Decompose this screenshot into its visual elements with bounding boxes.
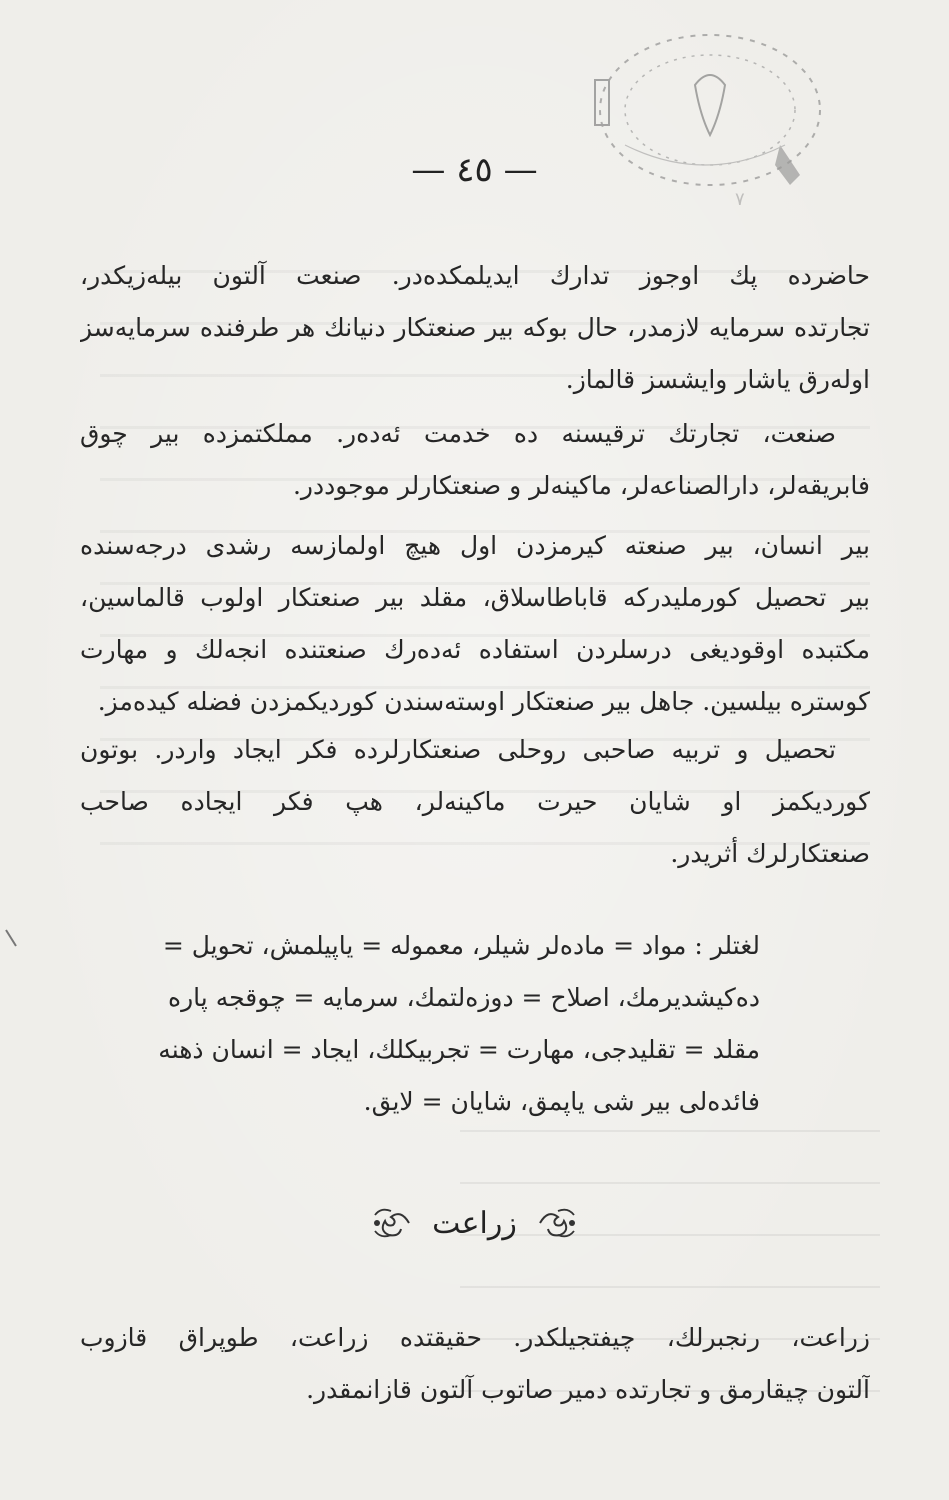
text-line: تجارتده سرمايه لازمدر، حال بوكه بير صنعتكار دنيانك هر طرفنده سرمايه‌سز <box>80 313 870 342</box>
paragraph <box>80 408 870 512</box>
page-number: — ٤٥ — <box>411 150 538 190</box>
margin-mark-icon <box>4 928 18 948</box>
text-line: فابريقه‌لر، دارالصناعه‌لر، ماكينه‌لر و صنعتكارلر موجوددر. <box>292 471 870 500</box>
text-line: مكتبده اوقوديغى درسلردن استفاده ئه‌ده‌رك صنعتنده انجه‌لك و مهارت <box>80 635 870 664</box>
vocabulary-line: مقلد = تقليدجى، مهارت = تجربيكلك، ايجاد = انسان ذهنه <box>158 1035 760 1064</box>
section-title: زراعت <box>432 1205 517 1241</box>
text-line: كوستره بيلسين. جاهل بير صنعتكار اوسته‌سندن كورديكمزدن فضله كيده‌مز. <box>97 687 870 716</box>
vocabulary-list <box>80 920 870 1128</box>
vocabulary-line: لغتلر : مواد = ماده‌لر شيلر، معموله = ياپيلمش، تحويل = <box>162 931 760 960</box>
ornament-icon <box>371 1205 413 1241</box>
text-line: كورديكمز او شايان حيرت ماكينه‌لر، هپ فكر ايجاده صاحب <box>80 787 870 816</box>
text-line: زراعت، رنجبرلك، چيفتجيلكدر. حقيقتده زراعت، طوپراق قازوب <box>80 1323 870 1352</box>
svg-text:٧: ٧ <box>735 189 745 210</box>
vocabulary-line: ده‌كيشديرمك، اصلاح = دوزه‌لتمك، سرمايه = چوقجه پاره <box>168 983 760 1012</box>
vocabulary-line: فائده‌لى بير شى ياپمق، شايان = لايق. <box>363 1087 760 1116</box>
text-line: بير انسان، بير صنعته كيرمزدن اول هيچ اولمازسه رشدى درجه‌سنده <box>80 531 870 560</box>
text-line: حاضرده پك اوجوز تدارك ايديلمكده‌در. صنعت آلتون بيله‌زيكدر، <box>80 261 870 290</box>
text-line: تحصيل و تربيه صاحبى روحلى صنعتكارلرده فكر ايجاد واردر. بوتون <box>80 735 836 764</box>
paragraph <box>80 520 870 728</box>
text-line: اوله‌رق ياشار وايشسز قالماز. <box>565 365 870 394</box>
text-line: صنعتكارلرك أثريدر. <box>670 839 870 868</box>
paragraph <box>80 250 870 406</box>
ornament-icon <box>536 1205 578 1241</box>
section-heading <box>0 1204 949 1241</box>
paragraph <box>80 724 870 880</box>
text-line: صنعت، تجارتك ترقيسنه ده خدمت ئه‌دەر. مملكتمزده بير چوق <box>80 419 836 448</box>
text-line: آلتون چيقارمق و تجارتده دمير صاتوب آلتون قازانمقدر. <box>306 1375 870 1404</box>
text-line: بير تحصيل كورمليدركه قاباطاسلاق، مقلد بير صنعتكار اولوب قالماسين، <box>80 583 870 612</box>
paragraph <box>80 1312 870 1416</box>
